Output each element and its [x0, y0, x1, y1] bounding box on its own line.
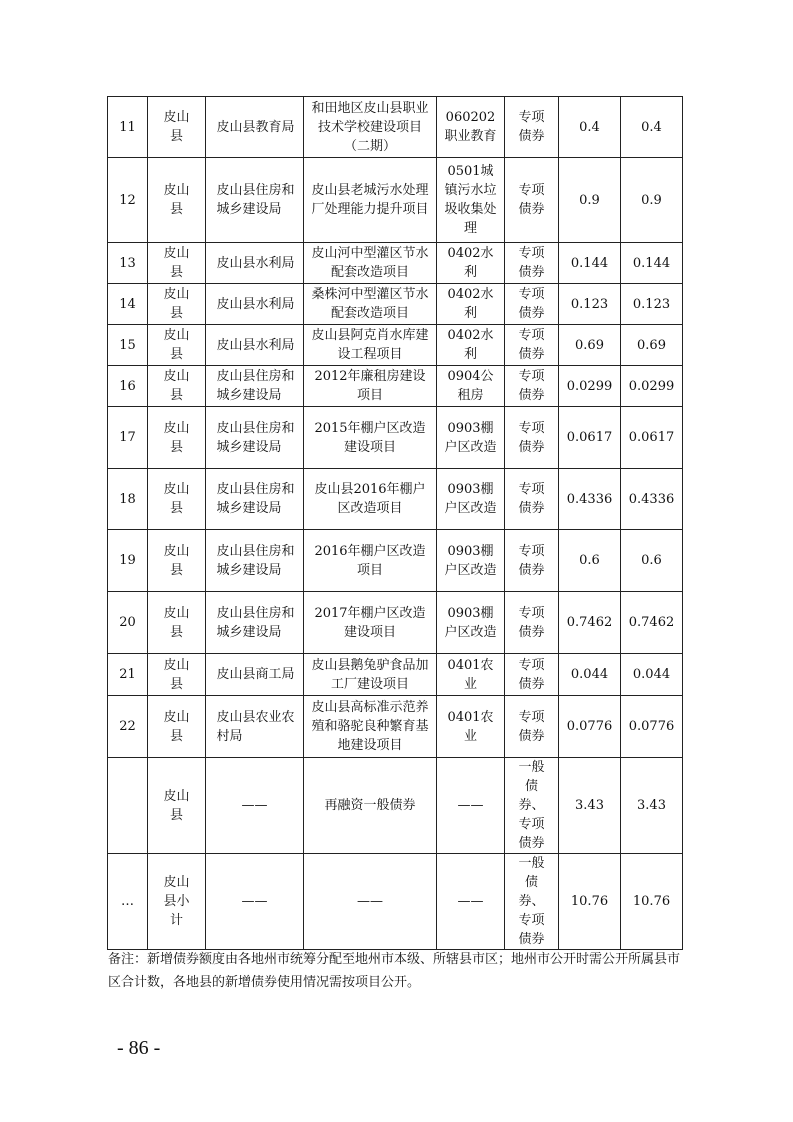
cell-category	[437, 654, 505, 696]
cell-project	[304, 407, 437, 469]
cell-unit-text: ——	[241, 798, 268, 813]
cell-no: 18	[108, 469, 148, 530]
cell-amount-total: 10.76	[621, 854, 683, 950]
cell-amount: 3.43	[559, 758, 621, 854]
cell-project	[304, 325, 437, 366]
cell-bond-type	[505, 366, 559, 407]
cell-unit	[206, 758, 304, 854]
cell-project-text: 2016年棚户区改造项目	[314, 543, 426, 578]
cell-project-text: ——	[357, 894, 383, 909]
cell-county-text: 皮山县	[163, 482, 190, 516]
cell-bond-type	[505, 854, 559, 950]
cell-county-text: 皮山县	[163, 328, 190, 362]
cell-unit	[206, 97, 304, 158]
cell-no: …	[108, 854, 148, 950]
cell-amount-total: 0.6	[621, 530, 683, 592]
cell-no	[108, 758, 148, 854]
cell-project	[304, 469, 437, 530]
cell-project-text: 再融资一般债券	[324, 798, 416, 813]
table-row	[108, 407, 683, 469]
cell-category-text: 0903棚户区改造	[444, 543, 497, 578]
cell-bond-type-text: 专项债券	[518, 183, 545, 217]
cell-category	[437, 592, 505, 654]
cell-county-text: 皮山县小计	[163, 875, 190, 928]
cell-project	[304, 654, 437, 696]
cell-county-text: 皮山县	[163, 369, 190, 403]
cell-bond-type-text: 一般债券、专项债券	[518, 760, 545, 851]
cell-bond-type	[505, 158, 559, 243]
table-row	[108, 97, 683, 158]
cell-county-text: 皮山县	[163, 246, 190, 280]
cell-amount-total: 0.0776	[621, 696, 683, 758]
cell-amount-total: 0.7462	[621, 592, 683, 654]
cell-no: 15	[108, 325, 148, 366]
cell-project	[304, 696, 437, 758]
cell-project	[304, 284, 437, 325]
cell-amount: 0.9	[559, 158, 621, 243]
cell-unit	[206, 654, 304, 696]
cell-amount: 0.7462	[559, 592, 621, 654]
cell-project-text: 皮山县高标准示范养殖和骆驼良种繁育基地建设项目	[311, 700, 429, 753]
cell-bond-type	[505, 407, 559, 469]
cell-county	[148, 407, 206, 469]
cell-category-text: 0903棚户区改造	[444, 605, 497, 640]
cell-amount-total: 0.4	[621, 97, 683, 158]
cell-category	[437, 530, 505, 592]
cell-unit-text: 皮山县水利局	[216, 255, 295, 271]
cell-project-text: 2017年棚户区改造建设项目	[314, 605, 426, 640]
cell-project	[304, 592, 437, 654]
cell-county-text: 皮山县	[163, 183, 190, 217]
cell-category-text: 0903棚户区改造	[444, 420, 497, 455]
cell-county-text: 皮山县	[163, 287, 190, 321]
cell-bond-type	[505, 243, 559, 284]
cell-no: 16	[108, 366, 148, 407]
cell-bond-type	[505, 97, 559, 158]
cell-unit-text: 皮山县农业农村局	[216, 709, 295, 744]
cell-category	[437, 158, 505, 243]
cell-bond-type-text: 专项债券	[518, 110, 545, 144]
cell-unit	[206, 325, 304, 366]
table-row	[108, 758, 683, 854]
table-row	[108, 696, 683, 758]
cell-category	[437, 758, 505, 854]
cell-category	[437, 366, 505, 407]
cell-unit	[206, 854, 304, 950]
cell-bond-type	[505, 530, 559, 592]
cell-amount: 0.0617	[559, 407, 621, 469]
cell-county	[148, 284, 206, 325]
cell-bond-type-text: 专项债券	[518, 709, 545, 744]
cell-county	[148, 696, 206, 758]
cell-bond-type	[505, 284, 559, 325]
cell-project	[304, 366, 437, 407]
cell-bond-type-text: 专项债券	[518, 543, 545, 578]
table-row	[108, 469, 683, 530]
table-row	[108, 654, 683, 696]
cell-category	[437, 97, 505, 158]
table-row	[108, 284, 683, 325]
cell-county	[148, 854, 206, 950]
cell-amount-total: 0.0299	[621, 366, 683, 407]
cell-unit-text: 皮山县商工局	[216, 667, 295, 682]
cell-bond-type-text: 专项债券	[518, 657, 545, 692]
cell-project-text: 皮山县2016年棚户区改造项目	[314, 482, 426, 516]
cell-unit-text: 皮山县水利局	[216, 296, 295, 312]
cell-amount-total: 0.9	[621, 158, 683, 243]
cell-amount: 0.69	[559, 325, 621, 366]
cell-county-text: 皮山县	[163, 543, 190, 578]
cell-project	[304, 158, 437, 243]
table-row	[108, 243, 683, 284]
cell-amount-total: 0.69	[621, 325, 683, 366]
cell-category	[437, 854, 505, 950]
cell-county-text: 皮山县	[163, 605, 190, 640]
cell-bond-type	[505, 758, 559, 854]
cell-county-text: 皮山县	[163, 420, 190, 455]
cell-county-text: 皮山县	[163, 110, 190, 144]
cell-county-text: 皮山县	[163, 788, 190, 823]
cell-amount: 0.123	[559, 284, 621, 325]
cell-category	[437, 243, 505, 284]
cell-unit-text: 皮山县住房和城乡建设局	[216, 605, 295, 640]
cell-category-text: 0402水利	[447, 328, 494, 362]
cell-bond-type-text: 专项债券	[518, 420, 545, 455]
cell-category-text: 0904公租房	[447, 369, 494, 403]
table-row	[108, 325, 683, 366]
page-number: - 86 -	[117, 1037, 161, 1059]
table-row	[108, 854, 683, 950]
cell-category	[437, 696, 505, 758]
cell-unit-text: 皮山县住房和城乡建设局	[216, 420, 295, 455]
cell-category	[437, 407, 505, 469]
cell-unit	[206, 158, 304, 243]
cell-county	[148, 366, 206, 407]
cell-project-text: 桑株河中型灌区节水配套改造项目	[311, 287, 429, 321]
cell-category-text: 0401农业	[447, 709, 494, 744]
cell-project-text: 皮山河中型灌区节水配套改造项目	[311, 246, 429, 280]
cell-amount: 0.4	[559, 97, 621, 158]
cell-category-text: 0402水利	[447, 287, 494, 321]
cell-unit	[206, 407, 304, 469]
cell-project	[304, 758, 437, 854]
cell-project	[304, 530, 437, 592]
cell-project-text: 皮山县鹅兔驴食品加工厂建设项目	[311, 657, 429, 692]
cell-no: 13	[108, 243, 148, 284]
cell-bond-type	[505, 696, 559, 758]
table-row	[108, 530, 683, 592]
cell-unit	[206, 696, 304, 758]
cell-amount: 0.144	[559, 243, 621, 284]
cell-category-text: ——	[457, 894, 484, 909]
cell-amount: 0.044	[559, 654, 621, 696]
cell-unit	[206, 530, 304, 592]
cell-project-text: 皮山县阿克肖水库建设工程项目	[311, 328, 429, 362]
cell-amount-total: 0.0617	[621, 407, 683, 469]
cell-category-text: 0903棚户区改造	[444, 482, 497, 516]
cell-amount: 0.0299	[559, 366, 621, 407]
cell-county	[148, 654, 206, 696]
cell-unit-text: 皮山县住房和城乡建设局	[216, 369, 295, 403]
cell-county	[148, 97, 206, 158]
cell-no: 22	[108, 696, 148, 758]
cell-county	[148, 158, 206, 243]
table-row	[108, 158, 683, 243]
table-row	[108, 366, 683, 407]
cell-amount-total: 0.123	[621, 284, 683, 325]
cell-amount-total: 0.044	[621, 654, 683, 696]
cell-amount-total: 0.144	[621, 243, 683, 284]
cell-category-text: 0401农业	[447, 657, 494, 692]
cell-bond-type-text: 专项债券	[518, 246, 545, 280]
cell-unit	[206, 243, 304, 284]
cell-county	[148, 592, 206, 654]
cell-unit-text: ——	[241, 894, 268, 909]
cell-category	[437, 325, 505, 366]
cell-amount: 0.0776	[559, 696, 621, 758]
cell-county	[148, 530, 206, 592]
table-row	[108, 592, 683, 654]
cell-project	[304, 243, 437, 284]
cell-bond-type-text: 专项债券	[518, 482, 545, 516]
cell-amount: 10.76	[559, 854, 621, 950]
cell-bond-type	[505, 592, 559, 654]
cell-bond-type	[505, 469, 559, 530]
cell-no: 21	[108, 654, 148, 696]
cell-unit-text: 皮山县住房和城乡建设局	[216, 183, 295, 217]
cell-project-text: 和田地区皮山县职业技术学校建设项目（二期）	[311, 100, 429, 154]
cell-no: 20	[108, 592, 148, 654]
cell-amount: 0.6	[559, 530, 621, 592]
cell-category	[437, 469, 505, 530]
table-footnote: 备注：新增债券额度由各地州市统筹分配至地州市本级、所辖县市区；地州市公开时需公开所属县市区合计数，各地县的新增债券使用情况需按项目公开。	[108, 952, 681, 990]
cell-amount: 0.4336	[559, 469, 621, 530]
cell-unit-text: 皮山县住房和城乡建设局	[216, 543, 295, 578]
cell-category	[437, 284, 505, 325]
cell-no: 17	[108, 407, 148, 469]
cell-unit-text: 皮山县教育局	[216, 119, 295, 135]
cell-project	[304, 97, 437, 158]
cell-bond-type-text: 一般债券、专项债券	[518, 856, 545, 947]
cell-category-text: 0402水利	[447, 246, 494, 280]
cell-category-text: 0501城镇污水垃圾收集处理	[444, 164, 497, 236]
cell-project-text: 2012年廉租房建设项目	[314, 369, 426, 403]
cell-category-text: ——	[457, 798, 484, 813]
cell-unit-text: 皮山县水利局	[216, 337, 295, 353]
cell-county-text: 皮山县	[163, 709, 190, 744]
cell-category-text: 060202职业教育	[444, 110, 497, 144]
cell-bond-type	[505, 325, 559, 366]
cell-amount-total: 3.43	[621, 758, 683, 854]
cell-unit	[206, 284, 304, 325]
cell-bond-type-text: 专项债券	[518, 287, 545, 321]
cell-bond-type-text: 专项债券	[518, 369, 545, 403]
cell-county-text: 皮山县	[163, 657, 190, 692]
debt-allocation-table	[107, 96, 683, 950]
cell-project-text: 2015年棚户区改造建设项目	[314, 420, 426, 455]
cell-unit	[206, 469, 304, 530]
cell-no: 11	[108, 97, 148, 158]
cell-county	[148, 758, 206, 854]
cell-no: 12	[108, 158, 148, 243]
cell-bond-type-text: 专项债券	[518, 605, 545, 640]
cell-no: 19	[108, 530, 148, 592]
cell-amount-total: 0.4336	[621, 469, 683, 530]
cell-county	[148, 325, 206, 366]
cell-county	[148, 469, 206, 530]
cell-unit	[206, 366, 304, 407]
cell-no: 14	[108, 284, 148, 325]
cell-unit-text: 皮山县住房和城乡建设局	[216, 482, 295, 516]
cell-project-text: 皮山县老城污水处理厂处理能力提升项目	[311, 183, 429, 217]
cell-unit	[206, 592, 304, 654]
cell-bond-type-text: 专项债券	[518, 328, 545, 362]
cell-bond-type	[505, 654, 559, 696]
cell-project	[304, 854, 437, 950]
cell-county	[148, 243, 206, 284]
